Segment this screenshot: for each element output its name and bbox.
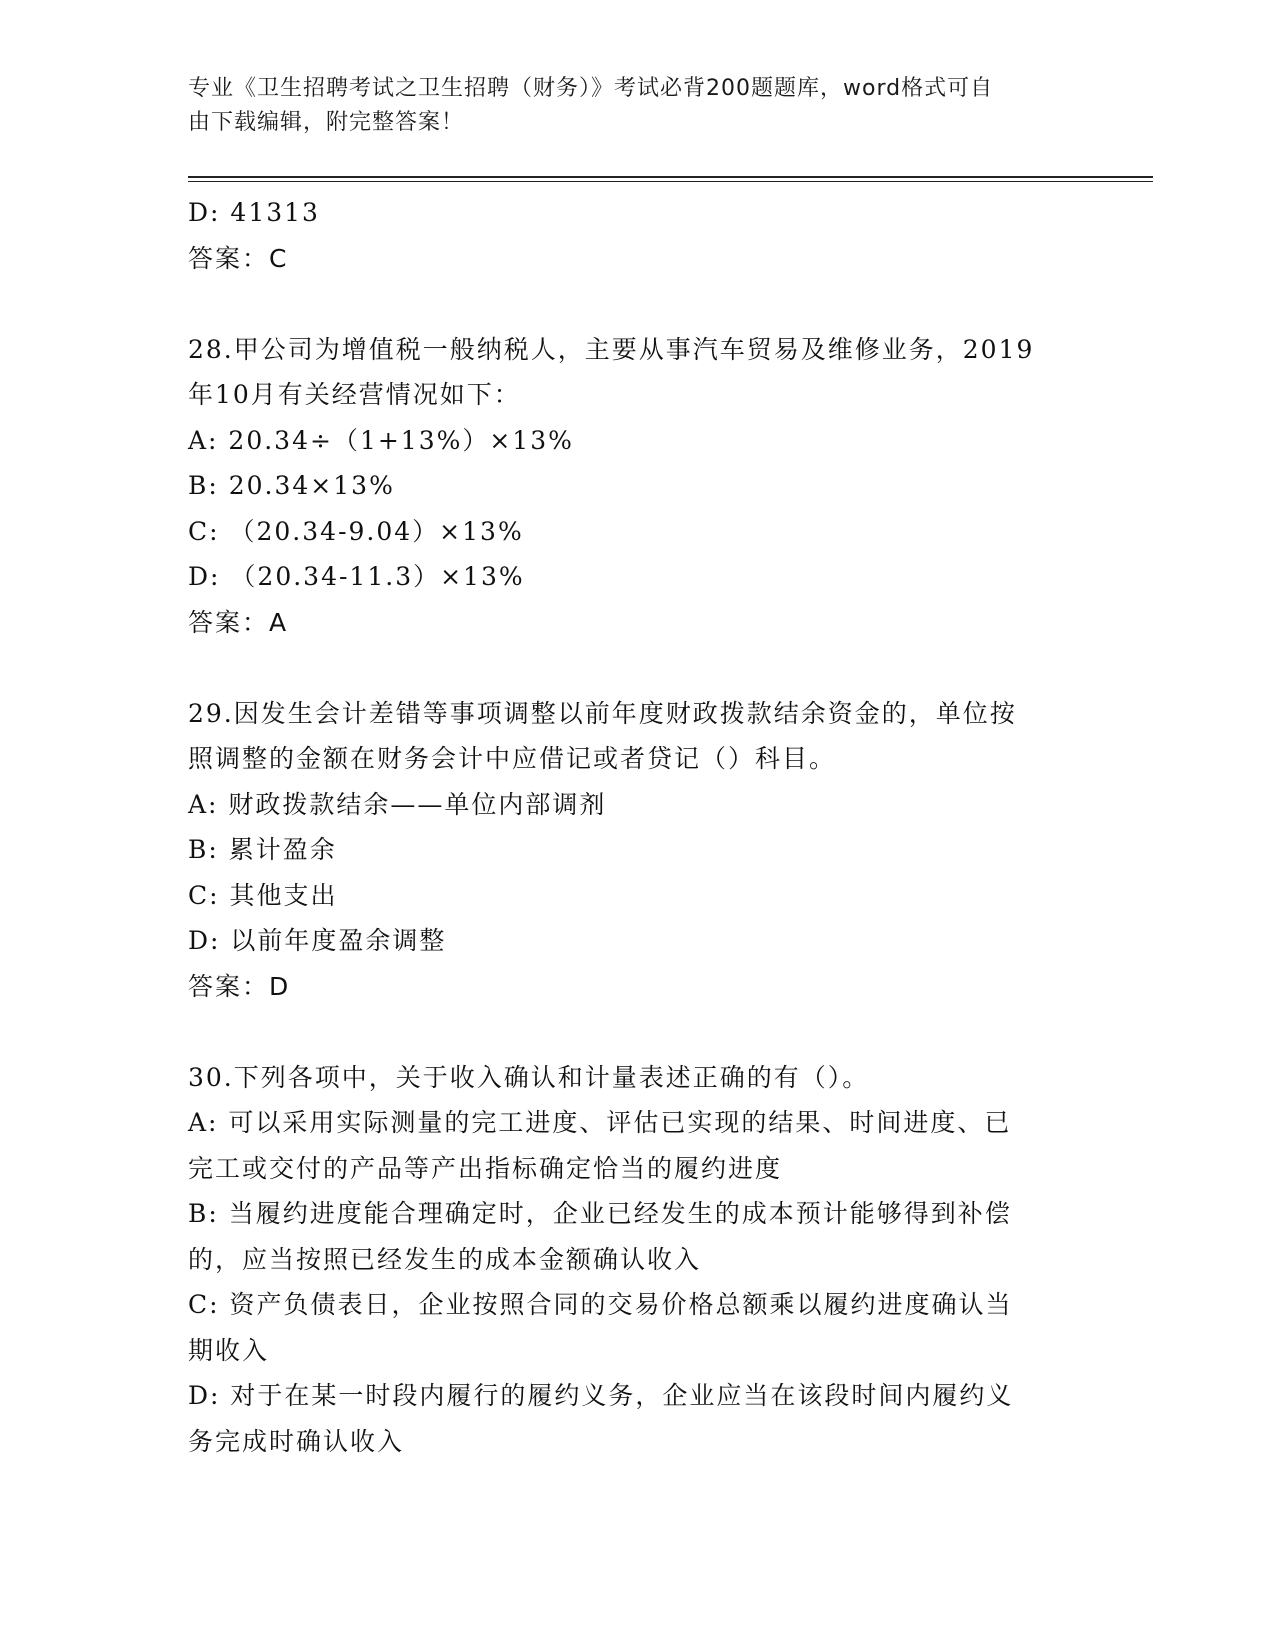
option-c-continued: 期收入	[188, 1335, 270, 1365]
question-30	[188, 1055, 1088, 1465]
option-c: C: 资产负债表日，企业按照合同的交易价格总额乘以履约进度确认当	[188, 1290, 1013, 1319]
header-line-1: 专业《卫生招聘考试之卫生招聘（财务）》考试必背200题题库，word格式可自	[188, 76, 994, 101]
option-d: D: 41313	[188, 198, 320, 227]
option-b-continued: 的，应当按照已经发生的成本金额确认收入	[188, 1244, 702, 1274]
question-28	[188, 327, 1088, 646]
option-c: C: （20.34-9.04）×13%	[188, 516, 524, 546]
option-b: B: 累计盈余	[188, 835, 337, 864]
header-divider-thick	[188, 176, 1153, 178]
option-a: A: 可以采用实际测量的完工进度、评估已实现的结果、时间进度、已	[188, 1108, 1012, 1137]
option-a: A: 20.34÷（1+13%）×13%	[188, 425, 574, 455]
option-d: D: 以前年度盈余调整	[188, 926, 447, 955]
question-stem-line: 30.下列各项中，关于收入确认和计量表述正确的有（）。	[188, 1062, 870, 1092]
answer-line: 答案：D	[188, 971, 291, 1001]
answer-line: 答案：A	[188, 607, 289, 637]
spacer	[188, 1009, 1088, 1055]
header-divider-thin	[188, 181, 1153, 182]
option-a: A: 财政拨款结余——单位内部调剂	[188, 789, 607, 819]
document-header	[188, 72, 1088, 140]
option-b: B: 当履约进度能合理确定时，企业已经发生的成本预计能够得到补偿	[188, 1199, 1012, 1228]
question-stem-line: 照调整的金额在财务会计中应借记或者贷记（）科目。	[188, 744, 837, 773]
question-stem-line: 年10月有关经营情况如下：	[188, 380, 521, 409]
question-stem-line: 29.因发生会计差错等事项调整以前年度财政拨款结余资金的，单位按	[188, 698, 1017, 728]
option-d-continued: 务完成时确认收入	[188, 1426, 405, 1456]
option-c: C: 其他支出	[188, 880, 338, 910]
option-a-continued: 完工或交付的产品等产出指标确定恰当的履约进度	[188, 1153, 783, 1183]
option-d: D: 对于在某一时段内履行的履约义务，企业应当在该段时间内履约义	[188, 1381, 1014, 1410]
question-29	[188, 691, 1088, 1010]
spacer	[188, 281, 1088, 327]
option-b: B: 20.34×13%	[188, 471, 395, 500]
spacer	[188, 645, 1088, 691]
question-content	[188, 190, 1088, 1464]
header-line-2: 由下载编辑，附完整答案！	[188, 110, 465, 135]
answer-line: 答案：C	[188, 243, 289, 273]
question-stem-line: 28.甲公司为增值税一般纳税人，主要从事汽车贸易及维修业务，2019	[188, 334, 1035, 364]
option-d: D: （20.34-11.3）×13%	[188, 562, 525, 591]
previous-question-tail	[188, 190, 1088, 281]
